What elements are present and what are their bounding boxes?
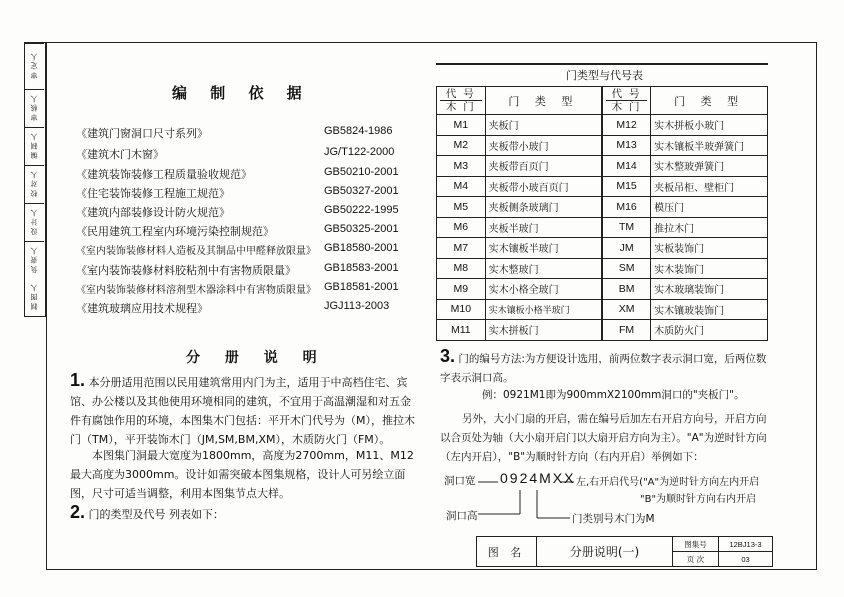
table-row [437, 156, 768, 177]
set-number: 12BJ13-3 [719, 537, 772, 552]
table-cell: FM [602, 320, 651, 341]
page-number: 03 [741, 554, 750, 564]
table-cell: 实板装饰门 [651, 238, 768, 259]
table-cell: M15 [602, 176, 651, 197]
table-cell: BM [602, 279, 651, 300]
note-number: 2. [70, 502, 86, 522]
table-cell: M5 [437, 197, 486, 218]
table-cell: 实木小格全玻门 [485, 279, 602, 300]
label-opening-direction-b: "B"为顺时针方向右内开启 [640, 494, 757, 505]
reference-name: 《建筑玻璃应用技术规程》 [76, 302, 208, 315]
table-cell: 夹板半玻门 [485, 217, 602, 238]
reference-code: GB50327-2001 [324, 185, 399, 197]
reference-code: JG/T122-2000 [324, 146, 395, 158]
table-cell: 夹板带小玻百页门 [485, 176, 602, 197]
table-cell: M11 [437, 320, 486, 341]
table-cell: 实木整玻弹簧门 [651, 156, 768, 177]
label-door-type: 门类别号木门为M [572, 513, 655, 525]
table-row [437, 217, 768, 238]
table-row [437, 176, 768, 197]
table-header-row [437, 87, 768, 115]
note-text: 门的编号方法:为方便设计选用，前两位数字表示洞口宽，后两位数字表示洞口高。 [440, 353, 767, 384]
table-cell: M16 [602, 197, 651, 218]
header-code-bottom: 木 门 [611, 101, 642, 113]
note-text: 本分册适用范围以民用建筑常用内门为主，适用于中高档住宅、宾馆、办公楼以及其他使用环境相同的建筑，不宜用于高温潮湿和对五金件有腐蚀作用的环境，本图集木门包括：平开木门代号为（M），推拉木门（TM），平开装饰木门（JM,SM,BM,XM），木质防火门（FM）。 [70, 376, 415, 446]
side-cell: 校 对 人 [25, 165, 44, 203]
table-cell: 夹板侧条玻璃门 [485, 197, 602, 218]
note-paragraph-2 [70, 503, 418, 524]
table-cell: M3 [437, 156, 486, 177]
header-type: 门 类 型 [485, 87, 602, 115]
table-cell: 实木玻璃装饰门 [651, 279, 768, 300]
table-cell: 实木镶板半玻弹簧门 [651, 135, 768, 156]
reference-name: 《民用建筑工程室内环境污染控制规范》 [76, 225, 274, 238]
reference-code: JGJ113-2003 [324, 300, 390, 312]
side-cell: 编 制 人 [25, 127, 44, 165]
table-cell: M14 [602, 156, 651, 177]
reference-name: 《室内装饰装修材料胶粘剂中有害物质限量》 [76, 264, 296, 277]
table-cell: M13 [602, 135, 651, 156]
note-text: 门的类型及代号 列表如下： [88, 508, 225, 521]
table-cell: 实木拼板门 [485, 320, 602, 341]
table-cell: M7 [437, 238, 486, 259]
title-block-label: 图 名 [477, 537, 537, 566]
table-row [437, 258, 768, 279]
door-code-sample: 0924MXX [500, 470, 576, 486]
reference-name: 《室内装饰装修材料溶剂型木器涂料中有害物质限量》 [76, 285, 316, 296]
header-code-top: 代 号 [440, 88, 482, 101]
reference-code: GB18583-2001 [324, 262, 399, 274]
table-cell: 实木整玻门 [485, 258, 602, 279]
table-cell: M9 [437, 279, 486, 300]
table-cell: 实木镶板半玻门 [485, 238, 602, 259]
door-type-table [436, 86, 768, 341]
note-text: 本图集门洞最大宽度为1800mm，高度为2700mm，M11、M12最大高度为3000mm。设计如需突破本图集规格，设计人可另绘立面图，尺寸可适当调整，利用本图集节点大样。 [70, 449, 414, 500]
table-cell: 夹板门 [485, 115, 602, 136]
table-row [437, 320, 768, 341]
side-cell: 制 图 人 [30, 284, 38, 310]
reference-name: 《建筑门窗洞口尺寸系列》 [76, 127, 208, 140]
table-cell: M12 [602, 115, 651, 136]
reference-name: 《建筑内部装修设计防火规范》 [76, 206, 230, 219]
table-cell: 实木拼板小玻门 [651, 115, 768, 136]
table-row [437, 238, 768, 259]
note-paragraph-4 [440, 410, 772, 467]
reference-code: GB50222-1995 [324, 204, 399, 216]
set-label: 图集号 [673, 537, 719, 552]
reference-name: 《建筑装饰装修工程质量验收规范》 [76, 168, 252, 181]
side-signature-strip [24, 42, 46, 317]
page-label: 页 次 [673, 552, 719, 566]
table-title: 门类型与代号表 [566, 69, 643, 82]
header-code [437, 87, 486, 115]
table-top-rule [436, 63, 768, 65]
table-cell: M10 [437, 299, 486, 320]
reference-name: 《建筑木门木窗》 [76, 148, 164, 161]
table-cell: 实木镶板小格半玻门 [485, 299, 602, 320]
note-number: 3. [440, 346, 456, 366]
table-row [437, 197, 768, 218]
header-code [602, 87, 651, 115]
side-cell: 设 计 人 [25, 203, 44, 241]
table-cell: 夹板带小玻门 [485, 135, 602, 156]
table-cell: 实木镶玻装饰门 [651, 299, 768, 320]
table-cell: 夹板吊柜、壁柜门 [651, 176, 768, 197]
label-opening-width: 洞口宽 [444, 475, 476, 487]
reference-name: 《住宅装饰装修工程施工规范》 [76, 187, 230, 200]
reference-code: GB18580-2001 [324, 242, 399, 254]
reference-code: GB18581-2001 [324, 281, 399, 293]
reference-code: GB50210-2001 [324, 166, 399, 178]
header-code-bottom: 木 门 [445, 101, 476, 113]
label-opening-direction: 左,右开启代号("A"为逆时针方向左内开启 [576, 477, 760, 488]
table-cell: M8 [437, 258, 486, 279]
note-paragraph-1b [70, 446, 418, 503]
table-cell: 夹板带百页门 [485, 156, 602, 177]
section-title-basis: 编 制 依 据 [172, 84, 311, 102]
table-cell: 推拉木门 [651, 217, 768, 238]
table-cell: JM [602, 238, 651, 259]
table-row [437, 135, 768, 156]
table-cell: 模压门 [651, 197, 768, 218]
reference-code: GB50325-2001 [324, 223, 399, 235]
note-paragraph-1 [70, 371, 418, 449]
title-block [476, 536, 773, 567]
table-cell: M6 [437, 217, 486, 238]
table-cell: M4 [437, 176, 486, 197]
note-paragraph-3 [440, 347, 772, 388]
note-number: 1. [70, 370, 86, 390]
note-text: 另外，大小门扇的开启，需在编号后加左右开启方向号，开启方向以合页处为轴（大小扇开启门以大扇开启方向为主）。"A"为逆时针方向（左内开启），"B"为顺时针方向（右内开启）举例如下： [440, 413, 767, 463]
table-cell: M1 [437, 115, 486, 136]
side-cell: 负 责 人 [25, 241, 44, 279]
side-cell: 审 核 人 [25, 89, 44, 127]
side-cell: 审 定 人 [25, 43, 44, 89]
table-cell: XM [602, 299, 651, 320]
table-cell: TM [602, 217, 651, 238]
section-title-notes: 分 册 说 明 [186, 350, 327, 366]
table-cell: M2 [437, 135, 486, 156]
label-opening-height: 洞口高 [446, 510, 478, 522]
table-row [437, 299, 768, 320]
table-cell: 木质防火门 [651, 320, 768, 341]
table-cell: 实木装饰门 [651, 258, 768, 279]
header-type: 门 类 型 [651, 87, 768, 115]
table-row [437, 115, 768, 136]
reference-code: GB5824-1986 [324, 125, 393, 137]
table-cell: SM [602, 258, 651, 279]
table-row [437, 279, 768, 300]
header-code-top: 代 号 [606, 88, 647, 101]
example-line: 例：0921M1即为900mmX2100mm洞口的"夹板门"。 [482, 389, 745, 401]
reference-name: 《室内装饰装修材料人造板及其制品中甲醛释放限量》 [76, 246, 316, 257]
drawing-name: 分册说明(一) [537, 537, 673, 566]
